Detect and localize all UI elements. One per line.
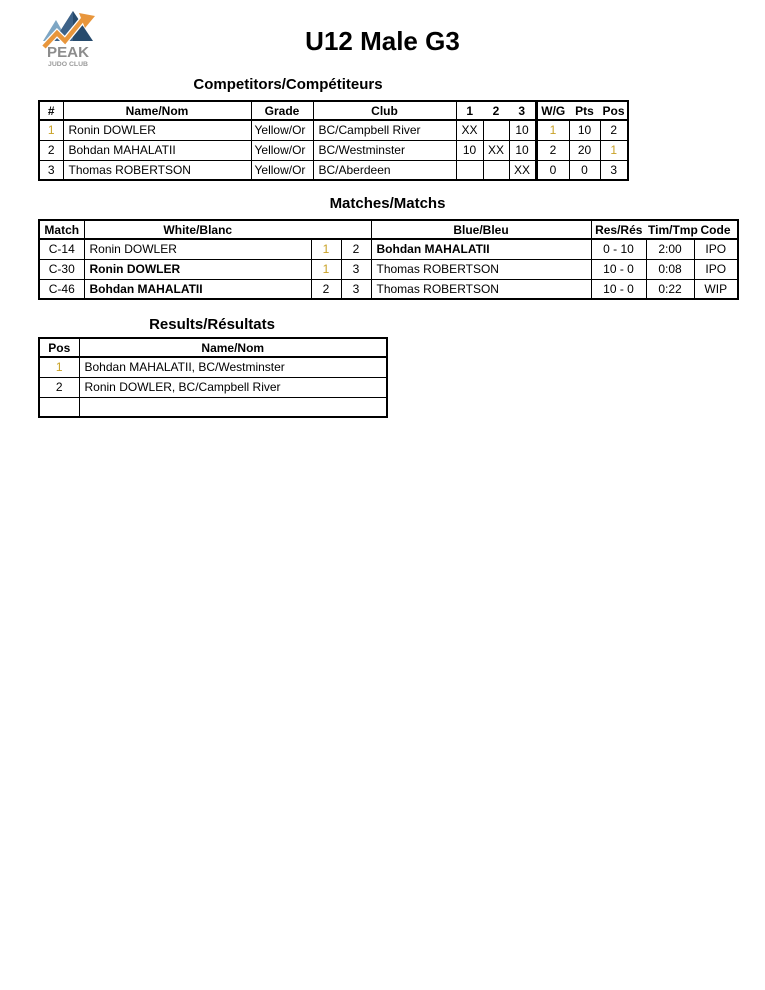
competitor-number: 3 (39, 160, 63, 180)
round-3-score: XX (509, 160, 536, 180)
match-row (39, 259, 738, 279)
wins-count: 0 (536, 160, 569, 180)
round-2-score (483, 160, 509, 180)
matches-table (38, 219, 739, 300)
round-3-score: 10 (509, 140, 536, 160)
col-header-position: Pos (39, 338, 79, 357)
match-id: C-14 (39, 239, 84, 259)
match-code: IPO (694, 259, 738, 279)
logo-subtitle-text: JUDO CLUB (48, 61, 89, 68)
competitor-club: BC/Westminster (313, 140, 456, 160)
competitor-club: BC/Campbell River (313, 120, 456, 140)
col-header-position: Pos (600, 101, 628, 120)
result-name: Ronin DOWLER, BC/Campbell River (79, 377, 387, 397)
col-header-points: Pts (569, 101, 600, 120)
results-table (38, 337, 388, 418)
white-competitor-number: 1 (311, 239, 341, 259)
match-result: 0 - 10 (591, 239, 646, 259)
page-title: U12 Male G3 (305, 26, 460, 56)
col-header-grade: Grade (251, 101, 313, 120)
match-row (39, 279, 738, 299)
white-competitor-number: 1 (311, 259, 341, 279)
competitor-name: Bohdan MAHALATII (63, 140, 251, 160)
match-time: 0:22 (646, 279, 694, 299)
final-position: 2 (600, 120, 628, 140)
blue-competitor-name: Thomas ROBERTSON (371, 279, 591, 299)
col-header-number: # (39, 101, 63, 120)
competitor-number: 2 (39, 140, 63, 160)
competitors-table (38, 100, 629, 181)
round-1-score (456, 160, 483, 180)
points-total: 10 (569, 120, 600, 140)
match-id: C-30 (39, 259, 84, 279)
col-header-match: Match (39, 220, 84, 239)
result-name: Bohdan MAHALATII, BC/Westminster (79, 357, 387, 377)
match-result: 10 - 0 (591, 259, 646, 279)
blue-competitor-name: Thomas ROBERTSON (371, 259, 591, 279)
col-header-white: White/Blanc (84, 220, 311, 239)
col-header-club: Club (313, 101, 456, 120)
round-2-score: XX (483, 140, 509, 160)
competitors-section-heading: Competitors/Compétiteurs (193, 76, 383, 93)
wins-count: 2 (536, 140, 569, 160)
col-header-round-3: 3 (509, 101, 536, 120)
col-header-spacer (311, 220, 371, 239)
competitor-row (39, 140, 628, 160)
blue-competitor-number: 2 (341, 239, 371, 259)
white-competitor-name: Ronin DOWLER (84, 259, 311, 279)
match-code: WIP (694, 279, 738, 299)
competitor-grade: Yellow/Or (251, 160, 313, 180)
blue-competitor-number: 3 (341, 279, 371, 299)
competitor-number: 1 (39, 120, 63, 140)
results-header-row (39, 338, 387, 357)
round-1-score: 10 (456, 140, 483, 160)
result-position: 1 (39, 357, 79, 377)
round-3-score: 10 (509, 120, 536, 140)
final-position: 1 (600, 140, 628, 160)
col-header-name: Name/Nom (79, 338, 387, 357)
matches-section-heading: Matches/Matchs (329, 195, 446, 212)
col-header-time: Tim/Tmp (646, 220, 694, 239)
competitor-grade: Yellow/Or (251, 120, 313, 140)
round-2-score (483, 120, 509, 140)
competitors-header-row (39, 101, 628, 120)
match-id: C-46 (39, 279, 84, 299)
matches-header-row (39, 220, 738, 239)
round-1-score: XX (456, 120, 483, 140)
competitor-row (39, 120, 628, 140)
match-code: IPO (694, 239, 738, 259)
competitor-grade: Yellow/Or (251, 140, 313, 160)
results-section-heading: Results/Résultats (149, 316, 275, 333)
col-header-result: Res/Rés (591, 220, 646, 239)
white-competitor-name: Ronin DOWLER (84, 239, 311, 259)
match-time: 2:00 (646, 239, 694, 259)
result-position: 2 (39, 377, 79, 397)
competitor-name: Thomas ROBERTSON (63, 160, 251, 180)
result-row (39, 397, 387, 417)
competitor-row (39, 160, 628, 180)
result-position (39, 397, 79, 417)
white-competitor-name: Bohdan MAHALATII (84, 279, 311, 299)
match-time: 0:08 (646, 259, 694, 279)
final-position: 3 (600, 160, 628, 180)
competitor-club: BC/Aberdeen (313, 160, 456, 180)
points-total: 0 (569, 160, 600, 180)
white-competitor-number: 2 (311, 279, 341, 299)
logo-name-text: PEAK (47, 44, 90, 61)
col-header-wins: W/G (536, 101, 569, 120)
col-header-round-2: 2 (483, 101, 509, 120)
match-row (39, 239, 738, 259)
match-result: 10 - 0 (591, 279, 646, 299)
points-total: 20 (569, 140, 600, 160)
col-header-name: Name/Nom (63, 101, 251, 120)
result-name (79, 397, 387, 417)
blue-competitor-number: 3 (341, 259, 371, 279)
col-header-blue: Blue/Bleu (371, 220, 591, 239)
competitor-name: Ronin DOWLER (63, 120, 251, 140)
blue-competitor-name: Bohdan MAHALATII (371, 239, 591, 259)
col-header-code: Code (694, 220, 738, 239)
wins-count: 1 (536, 120, 569, 140)
result-row (39, 377, 387, 397)
result-row (39, 357, 387, 377)
col-header-round-1: 1 (456, 101, 483, 120)
